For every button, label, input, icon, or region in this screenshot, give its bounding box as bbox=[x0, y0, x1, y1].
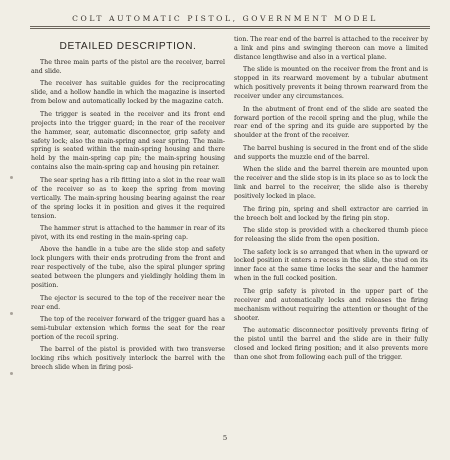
paragraph: The three main parts of the pistol are the receiver, barrel and slide. bbox=[31, 59, 225, 75]
paragraph-continuation: tion. The rear end of the barrel is attached to the receiver by a link and pins and swinging thereon can move a limited distance lengthwise and also in a vertical plane. bbox=[234, 36, 428, 61]
paragraph: The automatic disconnector positively prevents firing of the pistol until the barrel and the slide are in their fully closed and locked firing position; and it also prevents more than one shot from following each pull of the trigger. bbox=[234, 327, 428, 361]
paragraph: The firing pin, spring and shell extractor are carried in the breech bolt and locked by the firing pin stop. bbox=[234, 205, 428, 222]
paragraph: The barrel of the pistol is provided with two transverse locking ribs which positively interlock the barrel with the breech slide when in firing posi- bbox=[31, 346, 225, 372]
binding-hole bbox=[10, 176, 13, 179]
paragraph: The ejector is secured to the top of the receiver near the rear end. bbox=[31, 294, 225, 311]
paragraph: The barrel bushing is secured in the front end of the slide and supports the muzzle end of the barrel. bbox=[234, 144, 428, 161]
page-number: 5 bbox=[222, 434, 228, 442]
paragraph: The top of the receiver forward of the trigger guard has a semi-tubular extension which forms the seat for the rear portion of the recoil spring. bbox=[31, 316, 225, 341]
section-heading: DETAILED DESCRIPTION. bbox=[59, 41, 197, 52]
paragraph: The trigger is seated in the receiver and its front end projects into the trigger guard; in the rear of the receiver the hammer, sear, automatic disconnector, grip safety and safety lock; also the main-spring and sear spring. The main-spring is seated within the main-spring housing and there held by the main-spring cap pin; the main-spring housing contains also the main-spring cap and housing pin retainer. bbox=[31, 110, 225, 172]
paragraph: The grip safety is pivoted in the upper part of the receiver and automatically locks and releases the firing mechanism without requiring the attention or thought of the shooter. bbox=[234, 287, 428, 322]
paragraph: The sear spring has a rib fitting into a slot in the rear wall of the receiver so as to keep the spring from moving vertically. The main-spring housing bearing against the rear of the spring locks it in position and gives it the required tension. bbox=[31, 176, 225, 220]
header-rule-top bbox=[30, 26, 430, 27]
paragraph: The hammer strut is attached to the hammer in rear of its pivot, with its end resting in the main-spring cap. bbox=[31, 225, 225, 241]
binding-hole bbox=[10, 372, 13, 375]
paragraph: In the abutment of front end of the slide are seated the forward portion of the recoil spring and the plug, while the rear end of the spring and its guide are supported by the shoulder at the front of the receiver. bbox=[234, 105, 428, 140]
paragraph: The safety lock is so arranged that when in the upward or locked position it enters a recess in the slide, the stud on its inner face at the same time locks the sear and the hammer when in the full cocked position. bbox=[234, 248, 428, 283]
paragraph: The receiver has suitable guides for the reciprocating slide, and a hollow handle in which the magazine is inserted from below and automatically locked by the magazine catch. bbox=[31, 80, 225, 106]
right-column bbox=[234, 36, 428, 366]
running-head: COLT AUTOMATIC PISTOL, GOVERNMENT MODEL bbox=[72, 14, 378, 23]
paragraph: The slide is mounted on the receiver from the front and is stopped in its rearward movement by a tubular abutment which positively prevents it being thrown rearward from the receiver under any circumstances. bbox=[234, 66, 428, 101]
paragraph: When the slide and the barrel therein are mounted upon the receiver and the slide stop is in its place so as to lock the link and barrel to the receiver, the slide also is thereby positively locked in place. bbox=[234, 166, 428, 201]
paragraph: Above the handle in a tube are the slide stop and safety lock plungers with their ends protruding from the front and rear respectively of the tube, also the spiral plunger spring seated between the plungers and yieldingly holding them in position. bbox=[31, 246, 225, 290]
paragraph: The slide stop is provided with a checkered thumb piece for releasing the slide from the open position. bbox=[234, 227, 428, 243]
binding-hole bbox=[10, 312, 13, 315]
header-rule-bottom bbox=[30, 28, 430, 29]
left-column bbox=[31, 36, 225, 377]
